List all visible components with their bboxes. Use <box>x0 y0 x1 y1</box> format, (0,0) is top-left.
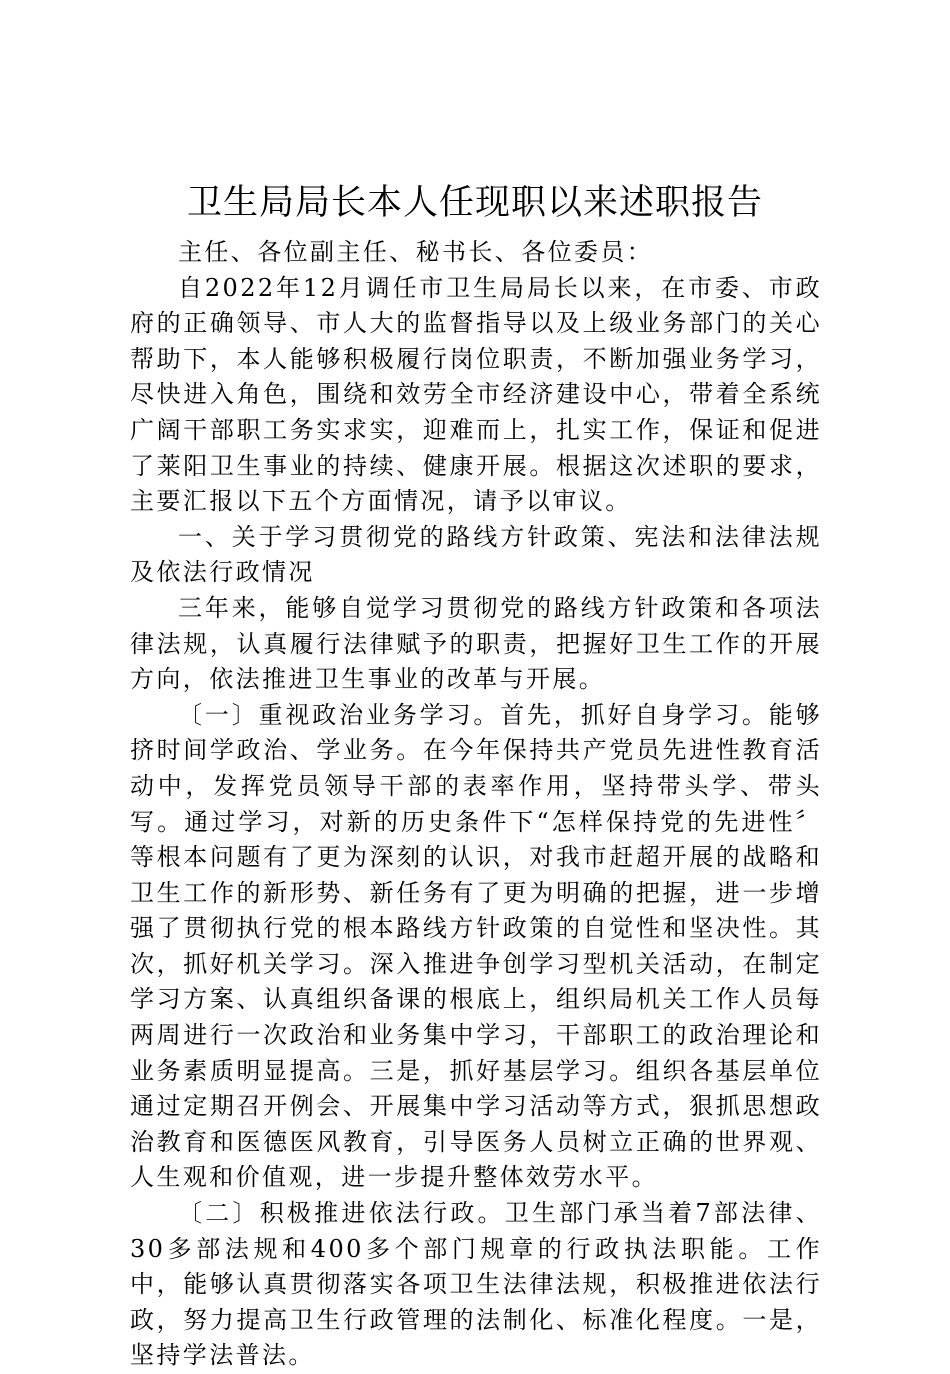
document-body <box>130 235 822 1374</box>
paragraph-intro: 自2022年12月调任市卫生局局长以来，在市委、市政府的正确领导、市人大的监督指导以及上级业务部门的关心帮助下，本人能够积极履行岗位职责，不断加强业务学习，尽快进入角色，围绕和效劳全市经济建设中心，带着全系统广阔干部职工务实求实，迎难而上，扎实工作，保证和促进了莱阳卫生事业的持续、健康开展。根据这次述职的要求，主要汇报以下五个方面情况，请予以审议。 <box>130 273 822 516</box>
section-heading-1: 一、关于学习贯彻党的路线方针政策、宪法和法律法规及依法行政情况 <box>130 522 822 587</box>
paragraph-subsection-2: 〔二〕积极推进依法行政。卫生部门承当着7部法律、30多部法规和400多个部门规章的行政执法职能。工作中，能够认真贯彻落实各项卫生法律法规，积极推进依法行政，努力提高卫生行政管理的法制化、标准化程度。一是，坚持学法普法。 <box>130 1199 822 1370</box>
paragraph-subsection-1: 〔一〕重视政治业务学习。首先，抓好自身学习。能够挤时间学政治、学业务。在今年保持共产党员先进性教育活动中，发挥党员领导干部的表率作用，坚持带头学、带头写。通过学习，对新的历史条件下“怎样保持党的先进性〞等根本问题有了更为深刻的认识，对我市赶超开展的战略和卫生工作的新形势、新任务有了更为明确的把握，进一步增强了贯彻执行党的根本路线方针政策的自觉性和坚决性。其次，抓好机关学习。深入推进争创学习型机关活动，在制定学习方案、认真组织备课的根底上，组织局机关工作人员每两周进行一次政治和业务集中学习，干部职工的政治理论和业务素质明显提高。三是，抓好基层学习。组织各基层单位通过定期召开例会、开展集中学习活动等方式，狠抓思想政治教育和医德医风教育，引导医务人员树立正确的世界观、人生观和价值观，进一步提升整体效劳水平。 <box>130 700 822 1192</box>
paragraph-section-1-intro: 三年来，能够自觉学习贯彻党的路线方针政策和各项法律法规，认真履行法律赋予的职责，把握好卫生工作的开展方向，依法推进卫生事业的改革与开展。 <box>130 593 822 694</box>
document-title: 卫生局局长本人任现职以来述职报告 <box>186 183 763 223</box>
salutation: 主任、各位副主任、秘书长、各位委员： <box>178 238 654 266</box>
